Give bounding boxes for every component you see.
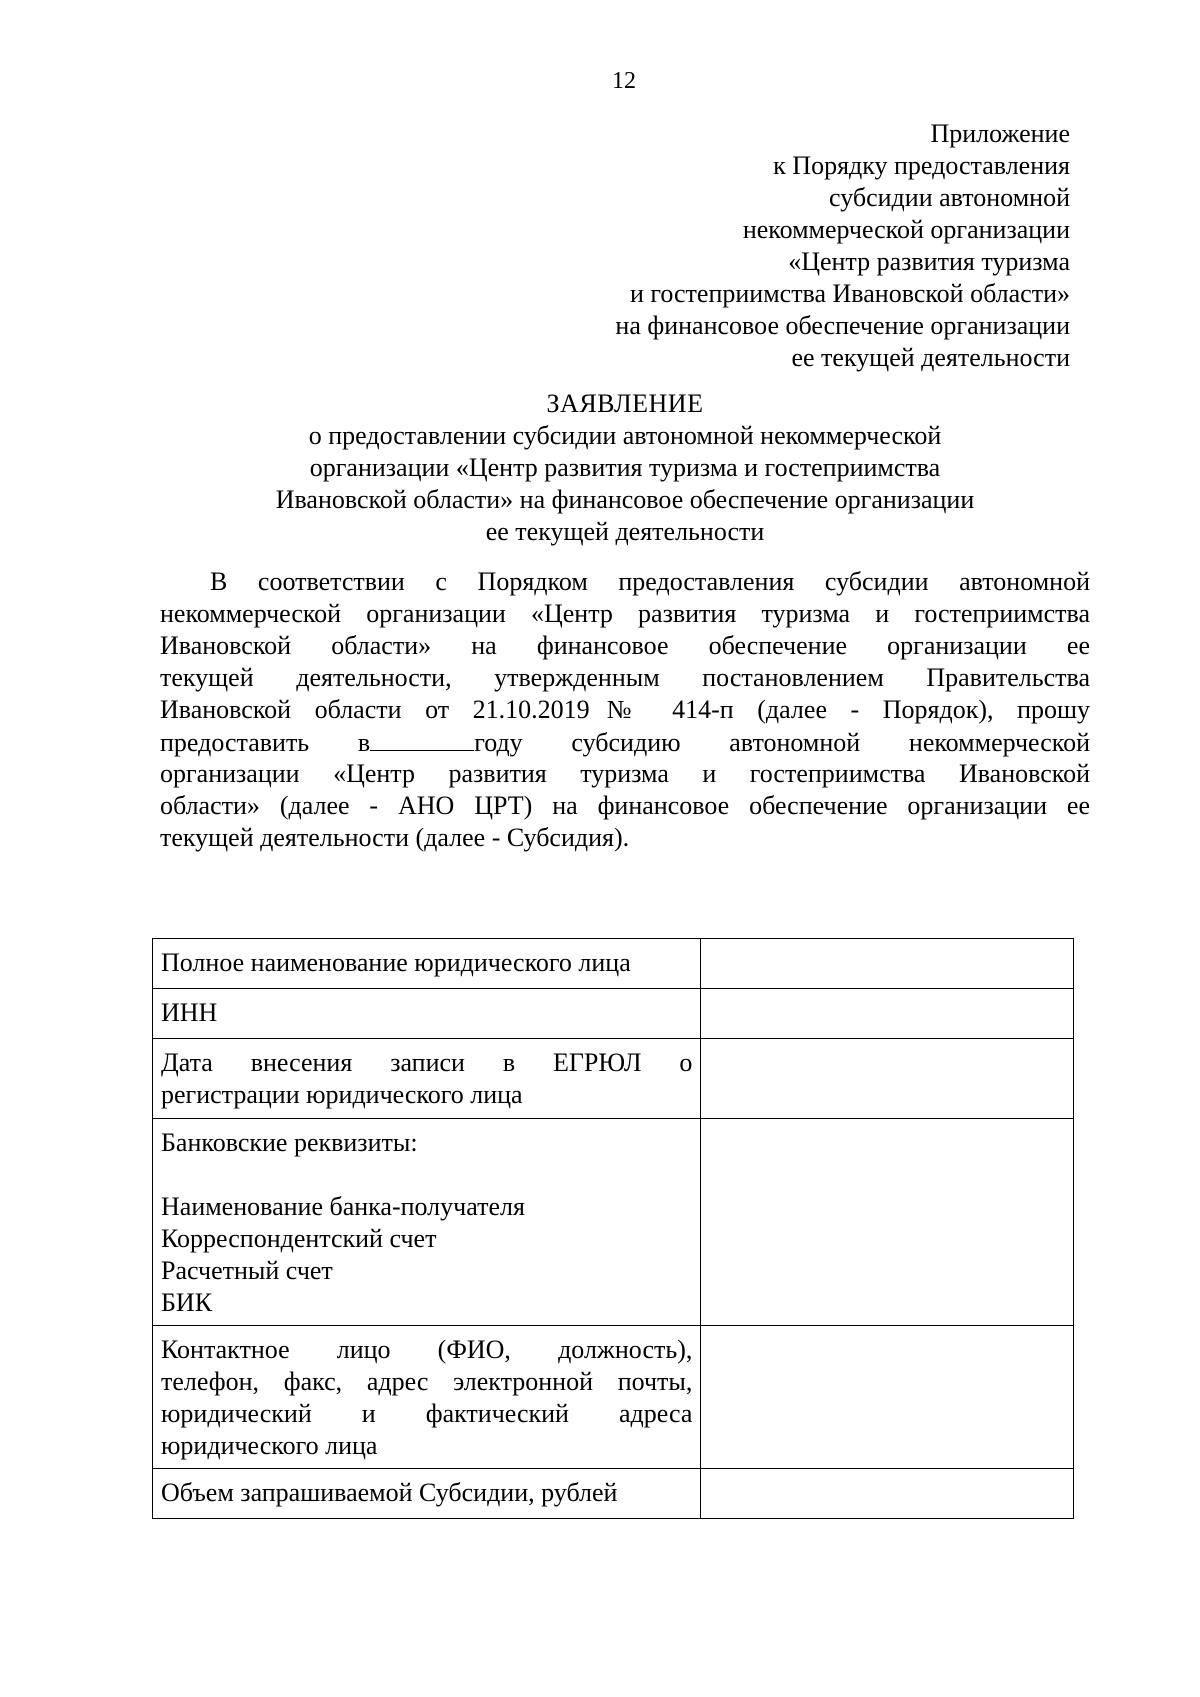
- body-line-part: году субсидию автономной некоммерческой: [474, 728, 1090, 757]
- table-row: [153, 939, 1074, 989]
- appendix-line: субсидии автономной: [829, 183, 1070, 212]
- table-row: [153, 1039, 1074, 1119]
- document-title: ЗАЯВЛЕНИЕ: [546, 389, 704, 418]
- label-cell-inn: [153, 989, 701, 1039]
- body-line: текущей деятельности (далее - Субсидия).: [160, 823, 630, 852]
- value-cell-full-name[interactable]: [701, 939, 1074, 989]
- cell-text: ИНН: [161, 998, 218, 1027]
- body-line: организации «Центр развития туризма и гостеприимства Ивановской: [160, 759, 1090, 788]
- body-line: текущей деятельности, утвержденным постановлением Правительства: [160, 663, 1090, 692]
- year-blank-field[interactable]: [370, 726, 474, 751]
- table-row: [153, 1326, 1074, 1469]
- cell-text: Контактное лицо (ФИО, должность),: [161, 1335, 693, 1364]
- body-line: Ивановской области от 21.10.2019№ 414-п (далее - Порядок), прошу: [160, 695, 1090, 724]
- appendix-line: Приложение: [930, 119, 1070, 148]
- appendix-line: на финансовое обеспечение организации: [615, 311, 1070, 340]
- appendix-line: к Порядку предоставления: [773, 151, 1070, 180]
- document-subtitle-line: Ивановской области» на финансовое обеспечение организации: [275, 485, 975, 514]
- table-row: [153, 1119, 1074, 1326]
- appendix-block: [510, 118, 1070, 374]
- body-line: некоммерческой организации «Центр развития туризма и гостеприимства: [160, 599, 1090, 628]
- document-subtitle-line: о предоставлении субсидии автономной некоммерческой: [308, 421, 942, 450]
- value-cell-bank-details[interactable]: [701, 1119, 1074, 1326]
- cell-text: Расчетный счет: [161, 1256, 333, 1285]
- label-cell-bank-details: [153, 1119, 701, 1326]
- document-subtitle-line: ее текущей деятельности: [485, 517, 765, 546]
- body-paragraph: [160, 566, 1090, 854]
- page-number: 12: [612, 68, 636, 94]
- label-cell-egrul-date: [153, 1039, 701, 1119]
- table-row: [153, 989, 1074, 1039]
- value-cell-egrul-date[interactable]: [701, 1039, 1074, 1119]
- cell-text: Корреспондентский счет: [161, 1224, 437, 1253]
- label-cell-full-name: [153, 939, 701, 989]
- appendix-line: и гостеприимства Ивановской области»: [629, 279, 1070, 308]
- cell-text: Дата внесения записи в ЕГРЮЛ о: [161, 1048, 693, 1077]
- cell-text: Банковские реквизиты:: [161, 1128, 418, 1157]
- body-line-with-blank: [160, 726, 1090, 758]
- cell-text: юридический и фактический адреса: [161, 1399, 693, 1428]
- cell-text: юридического лица: [161, 1431, 378, 1460]
- cell-text: Полное наименование юридического лица: [161, 948, 631, 977]
- appendix-line: некоммерческой организации: [742, 215, 1070, 244]
- cell-text: телефон, факс, адрес электронной почты,: [161, 1367, 693, 1396]
- body-line: Ивановской области» на финансовое обеспечение организации ее: [160, 631, 1090, 660]
- cell-text: Наименование банка-получателя: [161, 1192, 525, 1221]
- appendix-line: ее текущей деятельности: [791, 343, 1070, 372]
- cell-text: регистрации юридического лица: [161, 1080, 523, 1109]
- label-cell-subsidy-amount: [153, 1469, 701, 1519]
- appendix-line: «Центр развития туризма: [788, 247, 1070, 276]
- cell-text: Объем запрашиваемой Субсидии, рублей: [161, 1478, 618, 1507]
- table-row: [153, 1469, 1074, 1519]
- document-subtitle-line: организации «Центр развития туризма и гостеприимства: [309, 453, 941, 482]
- body-line-part: предоставить в: [160, 728, 371, 757]
- application-form-table: [152, 938, 1074, 1519]
- title-block: [160, 388, 1090, 548]
- value-cell-subsidy-amount[interactable]: [701, 1469, 1074, 1519]
- cell-text: БИК: [161, 1288, 213, 1317]
- body-line: области» (далее - АНО ЦРТ) на финансовое обеспечение организации ее: [160, 791, 1090, 820]
- value-cell-contact[interactable]: [701, 1326, 1074, 1469]
- label-cell-contact: [153, 1326, 701, 1469]
- body-line: В соответствии с Порядком предоставления субсидии автономной: [210, 567, 1090, 596]
- value-cell-inn[interactable]: [701, 989, 1074, 1039]
